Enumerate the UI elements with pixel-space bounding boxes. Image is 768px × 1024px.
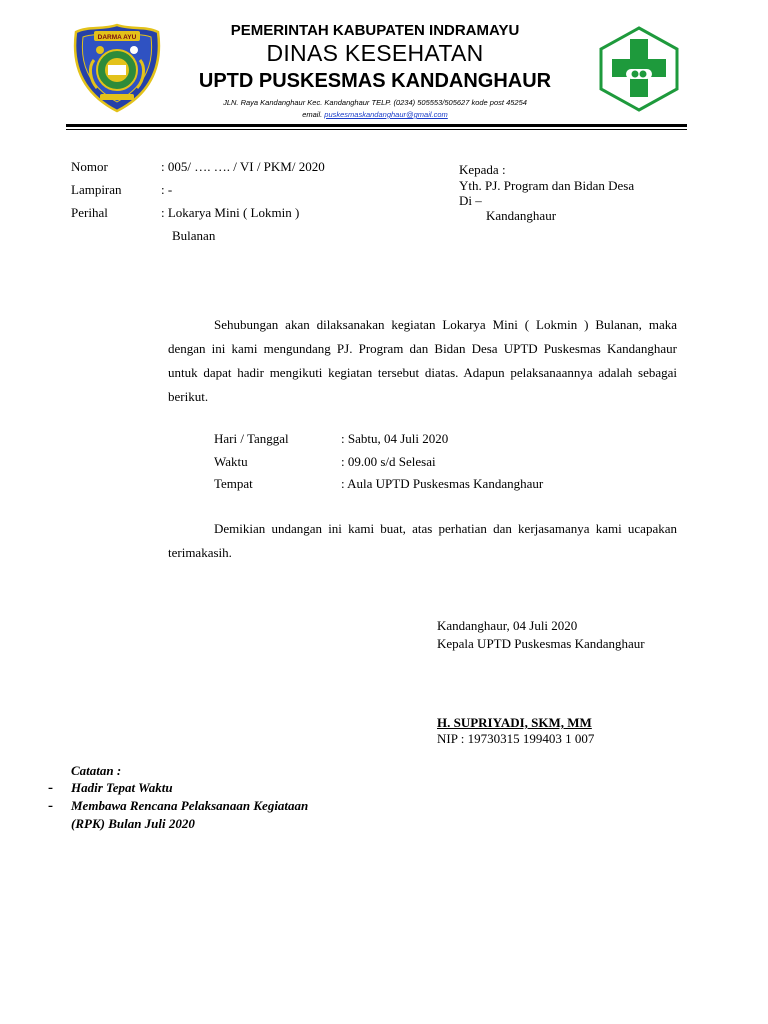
notes-bullet-2: - [48, 798, 53, 814]
perihal-label: Perihal [71, 205, 108, 220]
signature-nip: NIP : 19730315 199403 1 007 [437, 731, 595, 746]
body-paragraph-1: Sehubungan akan dilaksanakan kegiatan Lokarya Mini ( Lokmin ) Bulanan, maka dengan ini kami mengundang PJ. Program dan Bidan Desa UPTD Puskesmas Kandanghaur untuk dapat hadir mengikuti kegiatan tersebut diatas. Adapun pelaksanaannya adalah sebagai berikut. [168, 317, 677, 404]
detail-value-date: : Sabtu, 04 Juli 2020 [341, 431, 449, 446]
notes-bullet-1: - [48, 780, 53, 796]
signature-place-date: Kandanghaur, 04 Juli 2020 [437, 618, 578, 633]
letterhead-department: DINAS KESEHATAN [266, 40, 484, 66]
signature-position: Kepala UPTD Puskesmas Kandanghaur [437, 636, 645, 651]
email-label: email. [302, 110, 325, 119]
recipient-kepada: Kepada : [459, 162, 506, 177]
nomor-label: Nomor [71, 159, 108, 174]
perihal-value: : Lokarya Mini ( Lokmin ) [161, 205, 300, 220]
email-link[interactable]: puskesmaskandanghaur@gmail.com [324, 110, 448, 119]
letterhead-government: PEMERINTAH KABUPATEN INDRAMAYU [230, 22, 520, 39]
letterhead-address: JLN. Raya Kandanghaur Kec. Kandanghaur TELP. (0234) 505553/505627 kode post 45254 [223, 98, 527, 107]
notes-title: Catatan : [71, 763, 122, 778]
notes-item-2-cont: (RPK) Bulan Juli 2020 [71, 816, 195, 831]
perihal-value-cont: Bulanan [172, 228, 216, 243]
lampiran-value: : - [161, 182, 173, 197]
letterhead-rule-thick [66, 124, 687, 127]
body-paragraph-2: Demikian undangan ini kami buat, atas perhatian dan kerjasamanya kami ucapakan terimakasih. [168, 521, 677, 560]
detail-value-place: : Aula UPTD Puskesmas Kandanghaur [341, 476, 544, 491]
recipient-name: Yth. PJ. Program dan Bidan Desa [459, 178, 635, 193]
letterhead-email-line [140, 110, 610, 119]
signature-name: H. SUPRIYADI, SKM, MM [437, 715, 592, 730]
recipient-place: Kandanghaur [486, 208, 557, 223]
detail-value-time: : 09.00 s/d Selesai [341, 454, 436, 469]
recipient-di: Di – [459, 193, 482, 208]
detail-label-place: Tempat [214, 476, 253, 491]
letterhead-organization: UPTD PUSKESMAS KANDANGHAUR [198, 70, 552, 92]
nomor-value: : 005/ …. …. / VI / PKM/ 2020 [161, 159, 325, 174]
notes-item-1: Hadir Tepat Waktu [71, 780, 173, 795]
detail-label-time: Waktu [214, 454, 248, 469]
detail-label-date: Hari / Tanggal [214, 431, 289, 446]
lampiran-label: Lampiran [71, 182, 122, 197]
crest-banner-text: DARMA AYU [97, 34, 137, 41]
notes-item-2: Membawa Rencana Pelaksanaan Kegiataan [71, 798, 309, 813]
letterhead-rule-thin [66, 129, 687, 130]
